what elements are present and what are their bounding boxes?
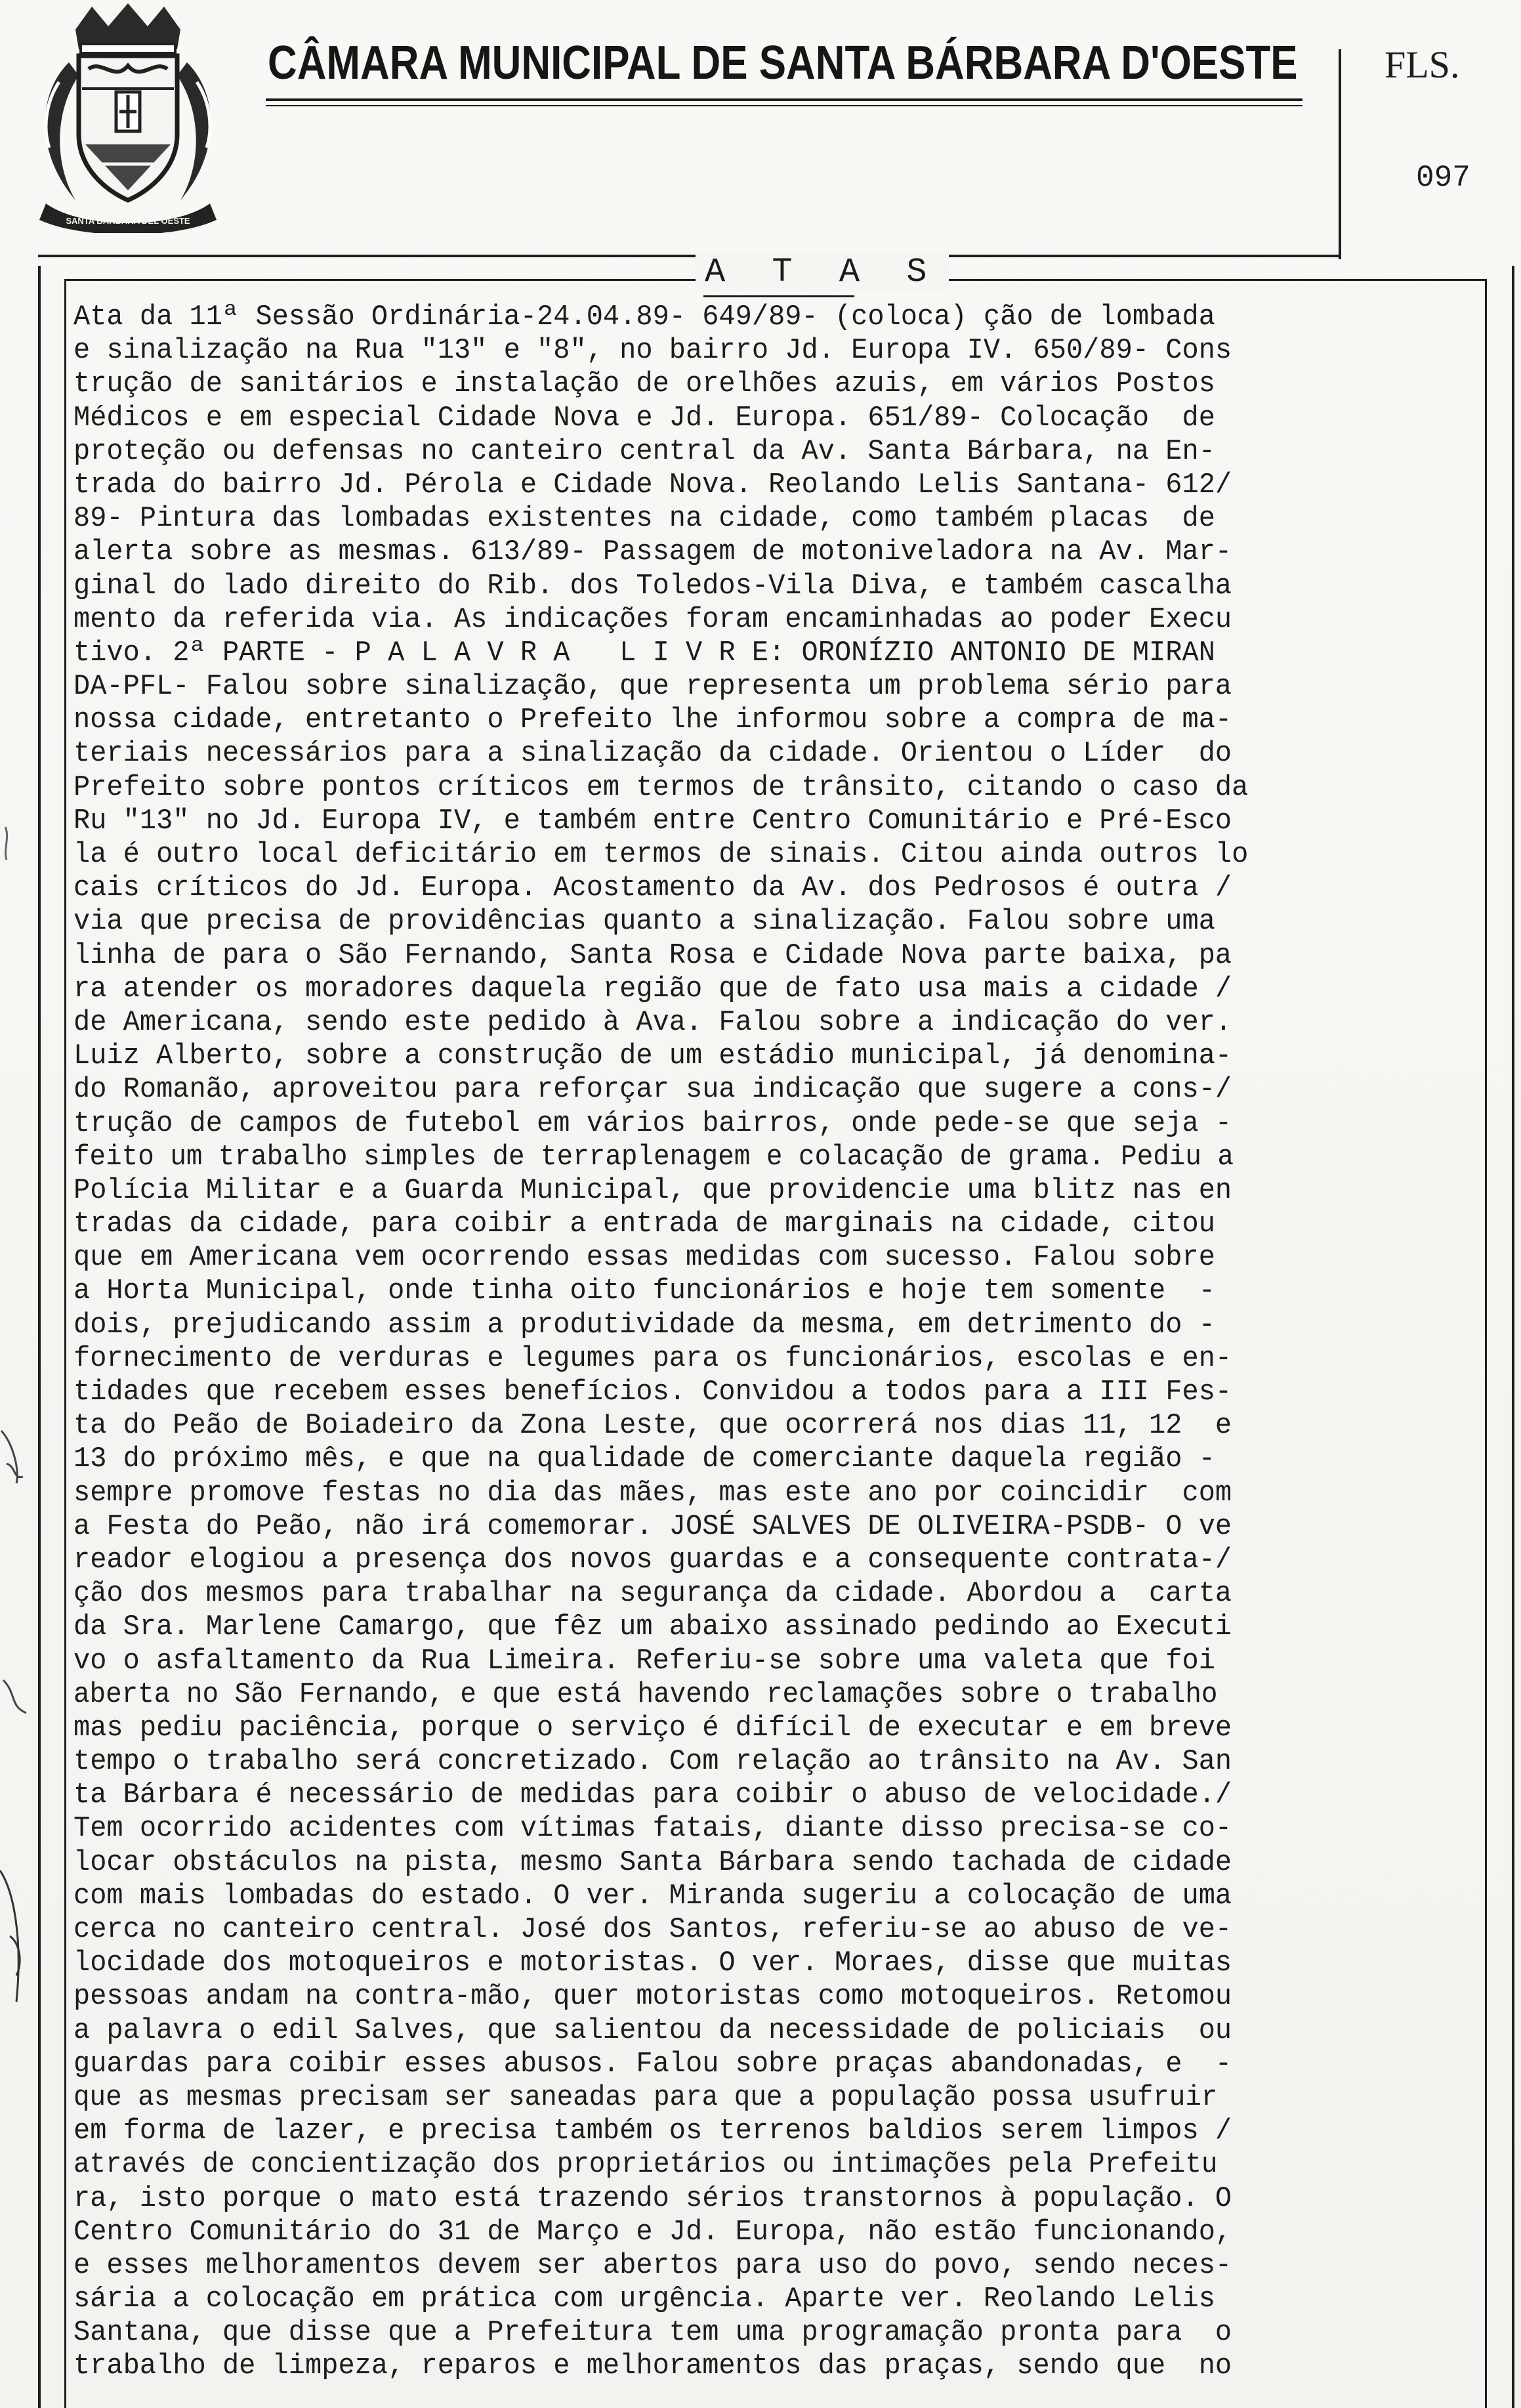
minutes-line: e esses melhoramentos devem ser abertos para uso do povo, sendo neces-	[73, 2249, 1232, 2282]
minutes-line: guardas para coibir esses abusos. Falou sobre praças abandonadas, e -	[73, 2047, 1232, 2081]
minutes-line: locar obstáculos na pista, mesmo Santa Bárbara sendo tachada de cidade	[73, 1846, 1232, 1879]
section-title-underline	[703, 295, 854, 297]
minutes-line: nossa cidade, entretanto o Prefeito lhe informou sobre a compra de ma-	[73, 704, 1232, 737]
minutes-line: Médicos e em especial Cidade Nova e Jd. Europa. 651/89- Colocação de	[73, 401, 1215, 434]
minutes-line: ra atender os moradores daquela região que de fato usa mais a cidade /	[73, 972, 1232, 1005]
minutes-line: fornecimento de verduras e legumes para os funcionários, escolas e en-	[73, 1341, 1232, 1375]
minutes-line: via que precisa de providências quanto a sinalização. Falou sobre uma	[73, 905, 1215, 939]
minutes-line: Luiz Alberto, sobre a construção de um estádio municipal, já denomina-	[73, 1040, 1232, 1073]
title-rule-thin	[266, 105, 1302, 106]
svg-text:SANTA BARBARA DEL OESTE: SANTA BARBARA DEL OESTE	[66, 216, 190, 226]
municipal-crest-icon	[30, 3, 226, 233]
minutes-line: Tem ocorrido acidentes com vítimas fatais, diante disso precisa-se co-	[73, 1812, 1232, 1846]
minutes-line: ra, isto porque o mato está trazendo sérios transtornos à população. O	[73, 2182, 1232, 2215]
minutes-line: trução de sanitários e instalação de orelhões azuis, em vários Postos	[73, 368, 1215, 401]
minutes-line: sária a colocação em prática com urgência. Aparte ver. Reolando Lelis	[73, 2283, 1215, 2316]
minutes-line: 13 do próximo mês, e que na qualidade de comerciante daquela região -	[73, 1443, 1215, 1476]
minutes-line: locidade dos motoqueiros e motoristas. O ver. Moraes, disse que muitas	[73, 1947, 1232, 1980]
minutes-line: DA-PFL- Falou sobre sinalização, que representa um problema sério para	[73, 670, 1232, 704]
header-rule	[38, 255, 1341, 257]
margin-handwriting-marks	[0, 0, 39, 2408]
chamber-title: CÂMARA MUNICIPAL DE SANTA BÁRBARA D'OESTE	[268, 37, 1298, 89]
minutes-line: trada do bairro Jd. Pérola e Cidade Nova. Reolando Lelis Santana- 612/	[73, 468, 1232, 501]
minutes-line: Polícia Militar e a Guarda Municipal, que providencie uma blitz nas en	[73, 1173, 1232, 1207]
minutes-line: que as mesmas precisam ser saneadas para que a população possa usufruir	[73, 2081, 1218, 2114]
minutes-line: com mais lombadas do estado. O ver. Miranda sugeriu a colocação de uma	[73, 1879, 1232, 1912]
minutes-line: ta do Peão de Boiadeiro da Zona Leste, que ocorrerá nos dias 11, 12 e	[73, 1409, 1232, 1443]
minutes-line: em forma de lazer, e precisa também os terrenos baldios serem limpos /	[73, 2115, 1232, 2148]
minutes-line: proteção ou defensas no canteiro central da Av. Santa Bárbara, na En-	[73, 434, 1215, 468]
minutes-line: a palavra o edil Salves, que salientou da necessidade de policiais ou	[73, 2014, 1232, 2047]
minutes-line: alerta sobre as mesmas. 613/89- Passagem de motoniveladora na Av. Mar-	[73, 536, 1232, 569]
minutes-line: feito um trabalho simples de terraplenagem e colacação de grama. Pediu a	[73, 1140, 1234, 1173]
minutes-line: vo o asfaltamento da Rua Limeira. Referiu-se sobre uma valeta que foi	[73, 1644, 1215, 1678]
minutes-line: sempre promove festas no dia das mães, mas este ano por coincidir com	[73, 1476, 1232, 1510]
minutes-line: mas pediu paciência, porque o serviço é difícil de executar e em breve	[73, 1711, 1232, 1744]
minutes-line: ginal do lado direito do Rib. dos Toledos-Vila Diva, e também cascalha	[73, 569, 1232, 602]
header-divider	[1339, 49, 1341, 259]
minutes-line: pessoas andam na contra-mão, quer motoristas como motoqueiros. Retomou	[73, 1980, 1232, 2014]
minutes-line: do Romanão, aproveitou para reforçar sua indicação que sugere a cons-/	[73, 1073, 1232, 1107]
minutes-line: ção dos mesmos para trabalhar na segurança da cidade. Abordou a carta	[73, 1577, 1232, 1611]
minutes-line: a Festa do Peão, não irá comemorar. JOSÉ SALVES DE OLIVEIRA-PSDB- O ve	[73, 1510, 1232, 1543]
minutes-line: mento da referida via. As indicações foram encaminhadas ao poder Execu	[73, 602, 1232, 636]
section-title: A T A S	[696, 253, 949, 291]
minutes-line: aberta no São Fernando, e que está havendo reclamações sobre o trabalho	[73, 1678, 1218, 1711]
minutes-line: tradas da cidade, para coibir a entrada de marginais na cidade, citou	[73, 1208, 1215, 1241]
folio-number: 097	[1416, 161, 1470, 195]
minutes-line: Centro Comunitário do 31 de Março e Jd. Europa, não estão funcionando,	[73, 2215, 1232, 2249]
minutes-line: cerca no canteiro central. José dos Santos, referiu-se ao abuso de ve-	[73, 1913, 1232, 1946]
folio-label: FLS.	[1385, 43, 1460, 86]
minutes-line: que em Americana vem ocorrendo essas medidas com sucesso. Falou sobre	[73, 1241, 1215, 1275]
minutes-line: Ru "13" no Jd. Europa IV, e também entre Centro Comunitário e Pré-Esco	[73, 804, 1232, 837]
minutes-line: através de concientização dos proprietários ou intimações pela Prefeitu	[73, 2148, 1218, 2182]
minutes-line: reador elogiou a presença dos novos guardas e a consequente contrata-/	[73, 1543, 1232, 1576]
minutes-line: la é outro local deficitário em termos de sinais. Citou ainda outros lo	[73, 838, 1249, 871]
minutes-line: tivo. 2ª PARTE - P A L A V R A L I V R E: ORONÍZIO ANTONIO DE MIRAN	[73, 636, 1215, 669]
minutes-line: e sinalização na Rua "13" e "8", no bairro Jd. Europa IV. 650/89- Cons	[73, 334, 1232, 368]
minutes-line: linha de para o São Fernando, Santa Rosa e Cidade Nova parte baixa, pa	[73, 939, 1232, 972]
minutes-line: da Sra. Marlene Camargo, que fêz um abaixo assinado pedindo ao Executi	[73, 1611, 1232, 1644]
minutes-line: a Horta Municipal, onde tinha oito funcionários e hoje tem somente -	[73, 1275, 1215, 1308]
minutes-line: cais críticos do Jd. Europa. Acostamento da Av. dos Pedrosos é outra /	[73, 872, 1232, 905]
minutes-line: Prefeito sobre pontos críticos em termos de trânsito, citando o caso da	[73, 771, 1249, 804]
minutes-line: Santana, que disse que a Prefeitura tem uma programação pronta para o	[73, 2316, 1232, 2350]
minutes-body	[73, 301, 1478, 2384]
minutes-line: trabalho de limpeza, reparos e melhoramentos das praças, sendo que no	[73, 2350, 1232, 2383]
minutes-line: tidades que recebem esses benefícios. Convidou a todos para a III Fes-	[73, 1376, 1232, 1408]
minutes-line: ta Bárbara é necessário de medidas para coibir o abuso de velocidade./	[73, 1779, 1232, 1812]
title-rule	[266, 98, 1302, 101]
minutes-line: Ata da 11ª Sessão Ordinária-24.04.89- 649/89- (coloca) ção de lombada	[73, 301, 1215, 333]
minutes-line: de Americana, sendo este pedido à Ava. Falou sobre a indicação do ver.	[73, 1005, 1232, 1039]
minutes-line: teriais necessários para a sinalização da cidade. Orientou o Líder do	[73, 737, 1232, 771]
minutes-line: tempo o trabalho será concretizado. Com relação ao trânsito na Av. San	[73, 1745, 1232, 1779]
minutes-line: dois, prejudicando assim a produtividade da mesma, em detrimento do -	[73, 1308, 1215, 1341]
minutes-line: 89- Pintura das lombadas existentes na cidade, como também placas de	[73, 502, 1215, 536]
minutes-line: trução de campos de futebol em vários bairros, onde pede-se que seja -	[73, 1107, 1232, 1140]
